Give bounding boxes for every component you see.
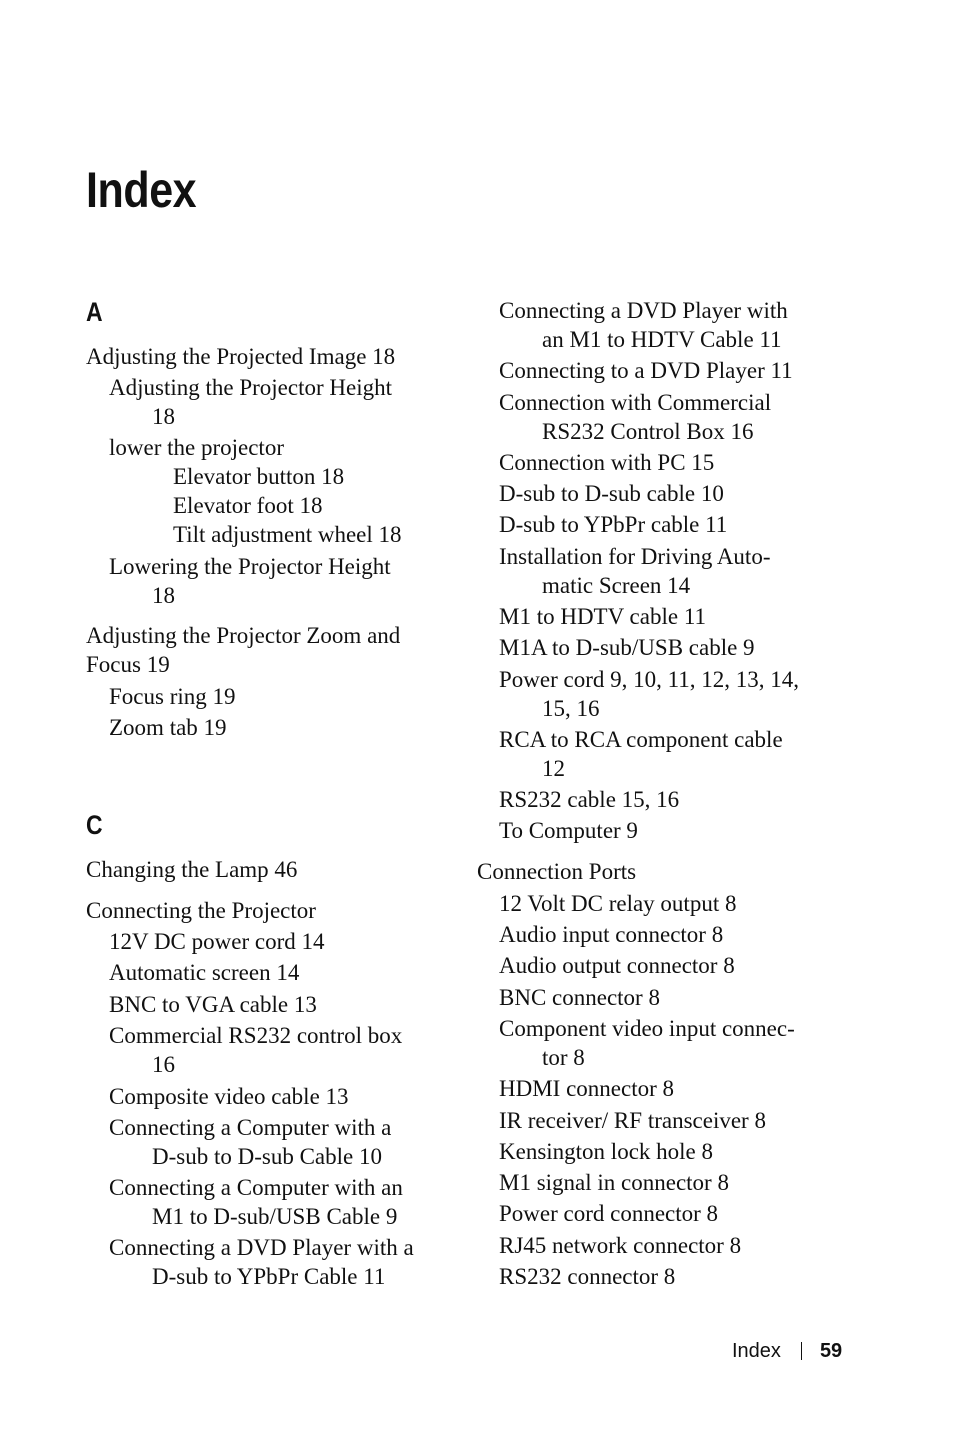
index-subsubentry: Elevator foot 18 — [173, 493, 323, 518]
index-subentry: Installation for Driving Auto- matic Screen 14 — [499, 544, 771, 598]
index-subentry: Connection with PC 15 — [499, 450, 715, 475]
index-subentry: IR receiver/ RF transceiver 8 — [499, 1108, 766, 1133]
index-subentry: RS232 connector 8 — [499, 1264, 676, 1289]
index-subentry: M1A to D-sub/USB cable 9 — [499, 635, 755, 660]
index-subentry: BNC connector 8 — [499, 985, 660, 1010]
index-subentry: Connecting a Computer with an M1 to D-sub/USB Cable 9 — [109, 1175, 403, 1229]
index-subentry: 12V DC power cord 14 — [109, 929, 325, 954]
index-subentry: M1 to HDTV cable 11 — [499, 604, 706, 629]
index-subentry: Lowering the Projector Height 18 — [109, 554, 391, 608]
index-subentry: BNC to VGA cable 13 — [109, 992, 317, 1017]
index-subentry: HDMI connector 8 — [499, 1076, 675, 1101]
index-subentry: To Computer 9 — [499, 818, 638, 843]
index-subentry: Power cord 9, 10, 11, 12, 13, 14, 15, 16 — [499, 667, 800, 721]
index-entry: Adjusting the Projected Image 18 — [86, 344, 396, 369]
page-footer — [732, 1338, 842, 1364]
section-letter-a: A — [86, 297, 103, 327]
index-entry: Connecting the Projector — [86, 898, 316, 923]
index-subentry: Composite video cable 13 — [109, 1084, 349, 1109]
index-subentry: Kensington lock hole 8 — [499, 1139, 713, 1164]
index-subentry: Commercial RS232 control box 16 — [109, 1023, 403, 1077]
index-subentry: Component video input connec- tor 8 — [499, 1016, 795, 1070]
index-subentry: Power cord connector 8 — [499, 1201, 719, 1226]
index-subentry: RJ45 network connector 8 — [499, 1233, 742, 1258]
index-subsubentry: Elevator button 18 — [173, 464, 345, 489]
index-subentry: Connection with Commercial RS232 Control Box 16 — [499, 390, 772, 444]
index-subentry: lower the projector — [109, 435, 284, 460]
index-subentry: Automatic screen 14 — [109, 960, 300, 985]
index-subentry: M1 signal in connector 8 — [499, 1170, 729, 1195]
index-subentry: Connecting to a DVD Player 11 — [499, 358, 793, 383]
index-subentry: Audio input connector 8 — [499, 922, 724, 947]
index-subentry: D-sub to YPbPr cable 11 — [499, 512, 728, 537]
index-subentry: Connecting a DVD Player with an M1 to HDTV Cable 11 — [499, 298, 788, 352]
index-subentry: Zoom tab 19 — [109, 715, 227, 740]
index-subentry: D-sub to D-sub cable 10 — [499, 481, 724, 506]
index-subentry: Focus ring 19 — [109, 684, 236, 709]
index-subentry: Adjusting the Projector Height 18 — [109, 375, 392, 429]
index-subentry: Audio output connector 8 — [499, 953, 735, 978]
index-entry: Connection Ports — [477, 859, 637, 884]
index-entry: Changing the Lamp 46 — [86, 857, 298, 882]
index-subentry: Connecting a Computer with a D-sub to D-sub Cable 10 — [109, 1115, 392, 1169]
index-subsubentry: Tilt adjustment wheel 18 — [173, 522, 402, 547]
page-title: Index — [86, 162, 197, 218]
page-number: 59 — [819, 1340, 843, 1362]
section-letter-c: C — [86, 810, 103, 840]
index-subentry: RS232 cable 15, 16 — [499, 787, 680, 812]
footer-section-label: Index — [732, 1340, 781, 1362]
index-subentry: Connecting a DVD Player with a D-sub to YPbPr Cable 11 — [109, 1235, 414, 1289]
index-entry: Adjusting the Projector Zoom and Focus 19 — [86, 623, 401, 677]
index-subentry: RCA to RCA component cable 12 — [499, 727, 783, 781]
footer-divider — [801, 1342, 802, 1360]
index-subentry: 12 Volt DC relay output 8 — [499, 891, 737, 916]
